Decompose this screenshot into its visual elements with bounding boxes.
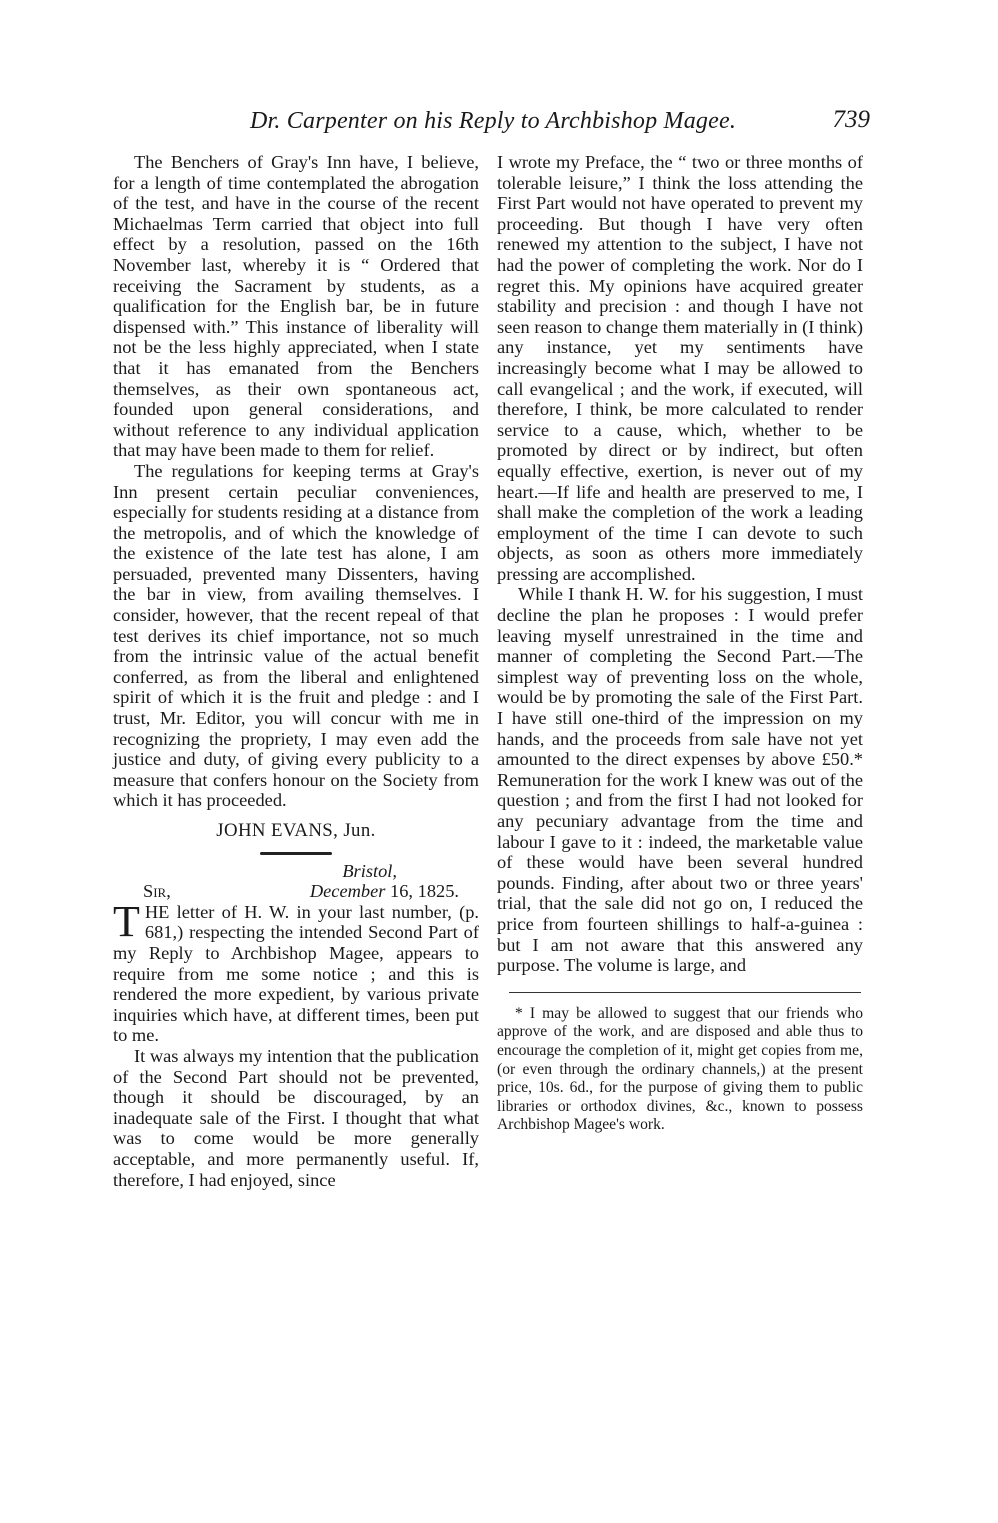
paragraph-preface-continuation: I wrote my Preface, the “ two or three months of tolerable leisure,” I think the loss attending the First Part would not have operated to prevent my proceeding. But though I have very often renewed my attention to the subject, I have not had the power of completing the work. Nor do I regret this. My opinions have acquired greater stability and precision : and though I have not seen reason to change them materially in (I think) any instance, yet my sentiments have increasingly become what I may be allowed to call evangelical ; and the work, if executed, will therefore, I think, be more calculated to render service to a cause, which, whether to be promoted by direct or by indirect, but often equally effective, exertion, is never out of my heart.—If life and health are preserved to me, I shall make the completion of the work a leading employment of the time I can devote to such objects, as soon as others more immediately pressing are accomplished. <box>497 152 863 584</box>
letter-place: Bristol, <box>342 860 397 881</box>
paragraph-suggestion: While I thank H. W. for his suggestion, I must decline the plan he proposes : I would prefer leaving myself unrestrained in the time and manner of completing the Second Part.—The simplest way of preventing loss on the whole, would be by promoting the sale of the First Part. I have still one-third of the impression on my hands, and the proceeds from sale have not yet amounted to the direct expenses by above £50.* Remuneration for the work I knew was out of the question ; and from the first I had not looked for any pecuniary advantage from the time and labour I gave to it : indeed, the marketable value of these would have been several hundred pounds. Finding, after about two or three years' trial, that the sale did not go on, I reduced the price from fourteen shillings to half-a-guinea : but I am not aware that this answered any purpose. The volume is large, and <box>497 584 863 976</box>
right-column <box>497 152 863 1135</box>
paragraph-letter-opening <box>113 896 479 1046</box>
footnote: * I may be allowed to suggest that our friends who approve of the work, and are disposed and able thus to encourage the completion of it, might get copies from me, (or even through the ordinary channels,) at the present price, 10s. 6d., for the purpose of giving them to public libraries or orthodox divines, &c., known to possess Archbishop Magee's work. <box>497 1004 863 1134</box>
page-number: 739 <box>832 106 870 133</box>
letter-date-month: December <box>309 881 386 902</box>
paragraph-intention: It was always my intention that the publication of the Second Part should not be prevented, though it should be discouraged, by an inadequate sale of the First. I thought that what was to come would be more generally acceptable, and more permanently useful. If, therefore, I had enjoyed, since <box>113 1045 479 1190</box>
running-head-title: Dr. Carpenter on his Reply to Archbishop Magee. <box>250 108 737 134</box>
salutation: Sir, <box>143 881 171 902</box>
paragraph-regulations: The regulations for keeping terms at Gray's Inn present certain peculiar conveniences, especially for students residing at a distance from the metropolis, and of which the knowledge of the existence of the late test has alone, I am persuaded, prevented many Dissenters, having the bar in view, from availing themselves. I consider, however, that the recent repeal of that test derives its chief importance, not so much from the intrinsic value of the actual benefit conferred, as from the liberal and enlightened spirit of which it is the fruit and pledge : and I trust, Mr. Editor, you will concur with me in recognizing the propriety, I may even add the justice and duty, of giving every publicity to a measure that confers honour on the Society from which it has proceeded. <box>113 460 479 811</box>
drop-cap: T <box>113 896 140 946</box>
letter-date <box>310 881 479 902</box>
letter-date-day-year: 16, 1825. <box>385 881 459 902</box>
section-divider <box>260 852 332 855</box>
left-column <box>113 152 479 1190</box>
letter-dateline <box>113 881 479 902</box>
footnote-rule <box>509 992 861 993</box>
paragraph-grays-inn-benchers: The Benchers of Gray's Inn have, I believe, for a length of time contemplated the abrogation of the test, and have in the course of the recent Michaelmas Term carried that object into full effect by a resolution, passed on the 16th November last, whereby it is “ Ordered that receiving the Sacrament by students, as a qualification for the English bar, be in future dispensed with.” This instance of liberality will not be the less highly appreciated, when I state that it has emanated from the Benchers themselves, as their own spontaneous act, founded upon general considerations, and without reference to any individual application that may have been made to them for relief. <box>113 152 479 461</box>
signature: JOHN EVANS, Jun. <box>216 820 376 841</box>
letter-opening-text: HE letter of H. W. in your last number, (p. 681,) respecting the intended Second Part of my Reply to Archbishop Magee, appears to require from me some notice ; and this is rendered the more expedient, by various private inquiries which have, at different times, been put to me. <box>113 901 479 1046</box>
running-header <box>250 108 870 140</box>
